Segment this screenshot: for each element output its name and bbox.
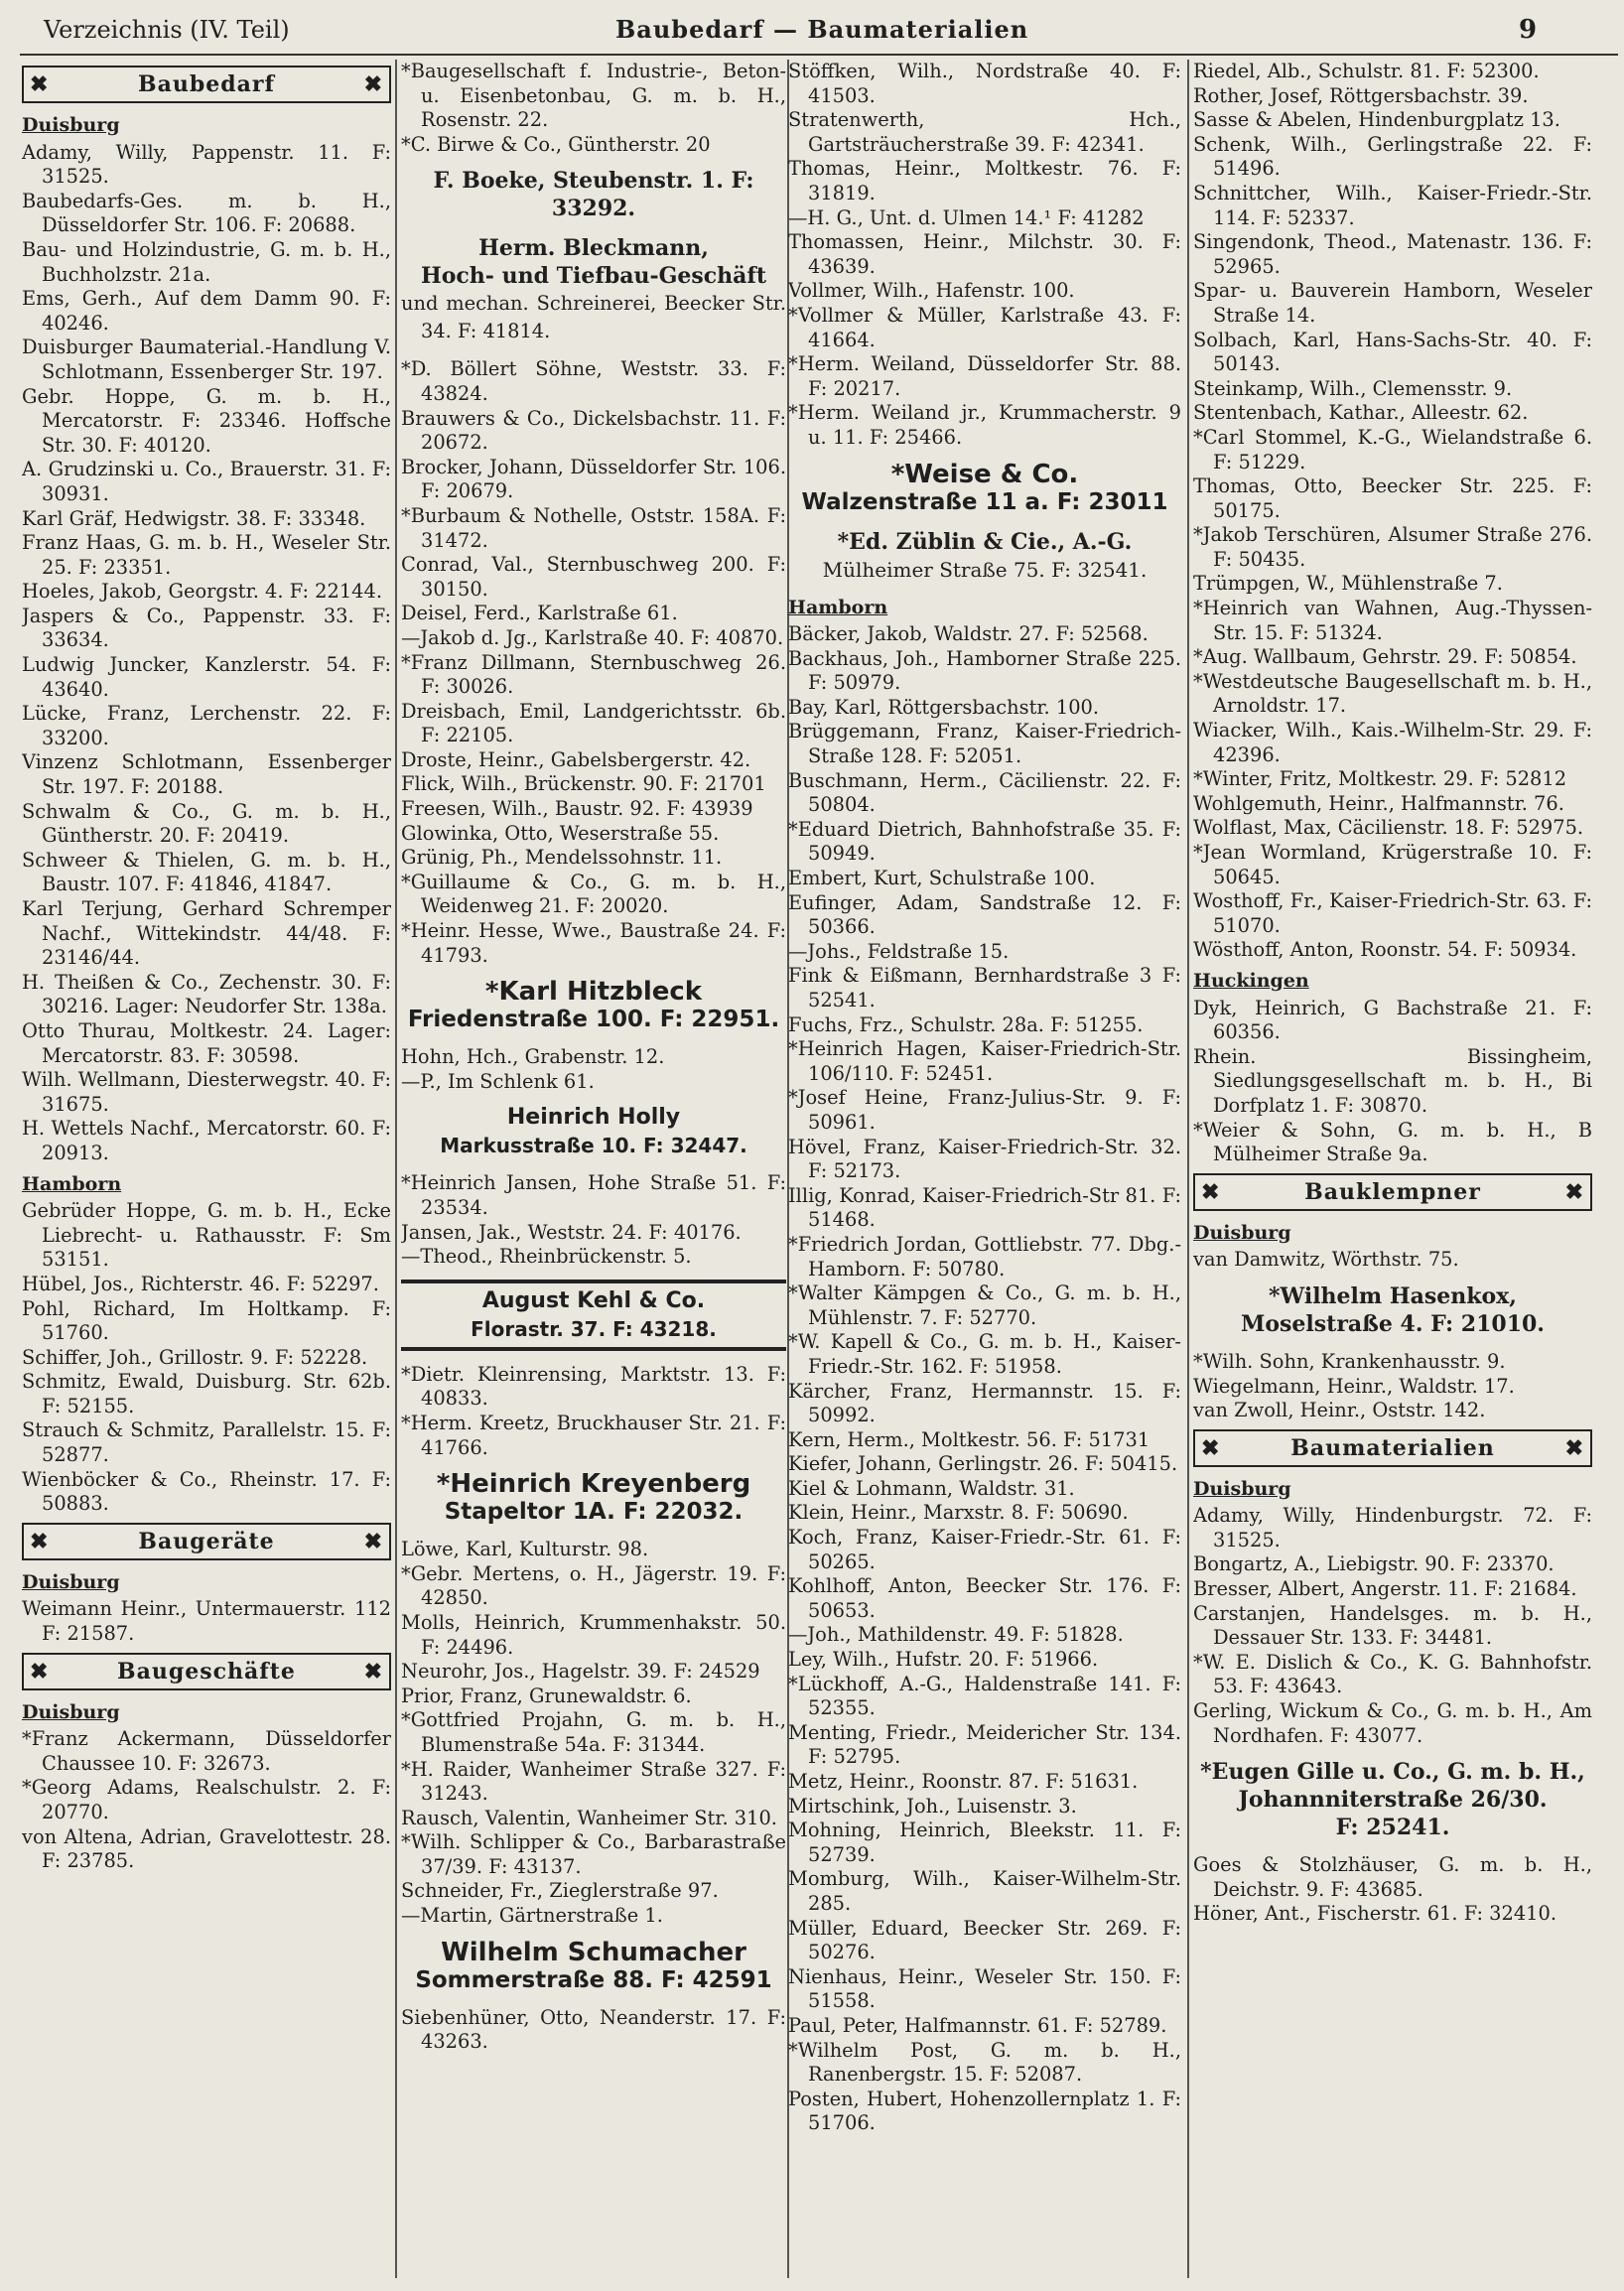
directory-entry: Illig, Konrad, Kaiser-Friedrich-Str 81. F: 51468. (788, 1183, 1181, 1232)
directory-entry: H. Wettels Nachf., Mercatorstr. 60. F: 20913. (22, 1117, 391, 1164)
directory-entry: Stöffken, Wilh., Nordstraße 40. F: 41503. (788, 60, 1181, 107)
advert-weise (788, 461, 1181, 516)
directory-entry: *Franz Ackermann, Düsseldorfer Chaussee 10. F: 32673. (22, 1727, 391, 1775)
directory-entry: Hübel, Jos., Richterstr. 46. F: 52297. (22, 1272, 379, 1295)
section-ornament-icon: ✖ (1564, 1434, 1584, 1461)
directory-entry: Koch, Franz, Kaiser-Friedr.-Str. 61. F: 50265. (788, 1526, 1181, 1573)
entry-list (401, 357, 786, 968)
directory-entry: Strauch & Schmitz, Parallelstr. 15. F: 52877. (22, 1418, 391, 1467)
directory-entry: Freesen, Wilh., Baustr. 92. F: 43939 (401, 797, 753, 821)
directory-entry: Kiefer, Johann, Gerlingstr. 26. F: 50415. (788, 1452, 1178, 1476)
directory-entry: *Guillaume & Co., G. m. b. H., Weidenweg 21. F: 20020. (401, 870, 786, 918)
directory-entry: Wolflast, Max, Cäcilienstr. 18. F: 52975. (1193, 816, 1584, 840)
directory-entry: Bresser, Albert, Angerstr. 11. F: 21684. (1193, 1577, 1577, 1601)
advert-gille (1193, 1758, 1592, 1841)
directory-entry: Kohlhoff, Anton, Beecker Str. 176. F: 50653. (788, 1574, 1181, 1622)
entry-list (401, 1363, 786, 1460)
entry-list (401, 1171, 786, 1269)
directory-entry: *Josef Heine, Franz-Julius-Str. 9. F: 50961. (788, 1086, 1181, 1134)
directory-entry: Schiffer, Joh., Grillostr. 9. F: 52228. (22, 1345, 368, 1369)
directory-entry: Hövel, Franz, Kaiser-Friedrich-Str. 32. F: 52173. (788, 1135, 1181, 1183)
entry-list (788, 622, 1181, 2136)
directory-entry: *Eduard Dietrich, Bahnhofstraße 35. F: 50949. (788, 817, 1181, 866)
directory-entry: Jaspers & Co., Pappenstr. 33. F: 33634. (22, 604, 391, 652)
advert-line: F: 25241. (1335, 1815, 1450, 1841)
city-heading: Huckingen (1193, 969, 1309, 992)
advert-line: *Ed. Züblin & Cie., A.-G. (837, 528, 1133, 555)
directory-entry: Siebenhüner, Otto, Neanderstr. 17. F: 43263. (401, 2005, 786, 2054)
advert-line: *Eugen Gille u. Co., G. m. b. H., (1200, 1759, 1585, 1786)
directory-entry: Franz Haas, G. m. b. H., Weseler Str. 25. F: 23351. (22, 531, 391, 579)
directory-entry: Stentenbach, Kathar., Alleestr. 62. (1193, 401, 1529, 425)
city-heading: Hamborn (788, 596, 888, 618)
directory-entry: Wienböcker & Co., Rheinstr. 17. F: 50883. (22, 1467, 391, 1516)
directory-entry: Löwe, Karl, Kulturstr. 98. (401, 1538, 649, 1561)
directory-entry: *Georg Adams, Realschulstr. 2. F: 20770. (22, 1776, 391, 1823)
advert-line: und mechan. Schreinerei, Beecker Str. 34. F: 41814. (401, 292, 786, 343)
advert-line: Johannniterstraße 26/30. (1238, 1787, 1548, 1814)
directory-entry: Thomas, Otto, Beecker Str. 225. F: 50175. (1193, 474, 1592, 522)
advert-line: *Weise & Co. (890, 459, 1079, 489)
entry-list (401, 60, 786, 157)
entry-list (22, 141, 391, 1166)
city-heading: Duisburg (22, 1570, 120, 1593)
directory-entry: *Lückhoff, A.-G., Haldenstraße 141. F: 52355. (788, 1672, 1181, 1720)
directory-entry: —Theod., Rheinbrückenstr. 5. (401, 1245, 692, 1269)
directory-entry: Backhaus, Joh., Hamborner Straße 225. F: 50979. (788, 646, 1181, 695)
section-ornament-icon: ✖ (1564, 1178, 1584, 1205)
advert-holly (401, 1104, 786, 1159)
directory-entry: Pohl, Richard, Im Holtkamp. F: 51760. (22, 1296, 391, 1345)
directory-entry: A. Grudzinski u. Co., Brauerstr. 31. F: 30931. (22, 458, 391, 505)
directory-entry: Mirtschink, Joh., Luisenstr. 3. (788, 1794, 1077, 1818)
header-rule (20, 54, 1618, 56)
directory-entry: Carstanjen, Handelsges. m. b. H., Dessauer Str. 133. F: 34481. (1193, 1601, 1592, 1650)
directory-entry: Rausch, Valentin, Wanheimer Str. 310. (401, 1806, 777, 1829)
section-heading: ✖ Baugeschäfte ✖ (22, 1653, 391, 1690)
directory-entry: Gebr. Hoppe, G. m. b. H., Mercatorstr. F: 23346. Hoffsche Str. 30. F: 40120. (22, 384, 391, 457)
section-heading: ✖ Baubedarf ✖ (22, 66, 391, 103)
directory-entry: Deisel, Ferd., Karlstraße 61. (401, 602, 678, 625)
directory-entry: *Aug. Wallbaum, Gehrstr. 29. F: 50854. (1193, 645, 1577, 669)
directory-entry: *W. Kapell & Co., G. m. b. H., Kaiser-Friedr.-Str. 162. F: 51958. (788, 1330, 1181, 1378)
directory-entry: Eufinger, Adam, Sandstraße 12. F: 50366. (788, 890, 1181, 939)
directory-entry: Bongartz, A., Liebigstr. 90. F: 23370. (1193, 1552, 1555, 1576)
directory-entry: Glowinka, Otto, Weserstraße 55. (401, 821, 720, 845)
section-ornament-icon: ✖ (30, 1658, 50, 1685)
directory-entry: *Gottfried Projahn, G. m. b. H., Blumenstraße 54a. F: 31344. (401, 1708, 786, 1756)
directory-entry: Höner, Ant., Fischerstr. 61. F: 32410. (1193, 1902, 1557, 1926)
section-ornament-icon: ✖ (1201, 1178, 1221, 1205)
directory-entry: Wilh. Wellmann, Diesterwegstr. 40. F: 31675. (22, 1068, 391, 1116)
advert-line: Mülheimer Straße 75. F: 32541. (822, 557, 1148, 582)
directory-entry: *Walter Kämpgen & Co., G. m. b. H., Mühlenstr. 7. F: 52770. (788, 1281, 1181, 1329)
advert-boeke (401, 167, 786, 222)
advert-line: Herm. Bleckmann, (478, 235, 709, 262)
advert-kreyenberg (401, 1470, 786, 1526)
directory-entry: Schmitz, Ewald, Duisburg. Str. 62b. F: 52155. (22, 1370, 391, 1417)
advert-schumacher (401, 1939, 786, 1994)
city-heading: Duisburg (1193, 1221, 1291, 1244)
directory-entry: Lücke, Franz, Lerchenstr. 22. F: 33200. (22, 702, 391, 749)
directory-entry: Ludwig Juncker, Kanzlerstr. 54. F: 43640. (22, 653, 391, 701)
directory-entry: Adamy, Willy, Pappenstr. 11. F: 31525. (22, 140, 391, 189)
advert-line: Heinrich Holly (506, 1105, 681, 1131)
advert-line: Friedenstraße 100. F: 22951. (407, 1007, 780, 1033)
directory-entry: *Weier & Sohn, G. m. b. H., B Mülheimer Straße 9a. (1193, 1118, 1592, 1166)
advert-hasenkox (1193, 1282, 1592, 1338)
entry-list (1193, 1350, 1592, 1423)
running-header-left: Verzeichnis (IV. Teil) (44, 16, 290, 44)
directory-entry: Karl Gräf, Hedwigstr. 38. F: 33348. (22, 506, 366, 530)
directory-entry: Wiegelmann, Heinr., Waldstr. 17. (1193, 1374, 1515, 1398)
directory-entry: —H. G., Unt. d. Ulmen 14.¹ F: 41282 (788, 205, 1145, 229)
directory-entry: Metz, Heinr., Roonstr. 87. F: 51631. (788, 1770, 1139, 1793)
directory-entry: Dreisbach, Emil, Landgerichtsstr. 6b. F: 22105. (401, 699, 786, 747)
city-heading: Duisburg (22, 114, 120, 136)
directory-entry: Embert, Kurt, Schulstraße 100. (788, 867, 1096, 890)
column-4 (1193, 60, 1592, 2278)
directory-entry: Bay, Karl, Röttgersbachstr. 100. (788, 695, 1100, 719)
directory-entry: —Joh., Mathildenstr. 49. F: 51828. (788, 1623, 1124, 1647)
directory-entry: *Jakob Terschüren, Alsumer Straße 276. F: 50435. (1193, 523, 1592, 571)
entry-list (401, 2006, 786, 2055)
advert-line: *Wilhelm Hasenkox, (1269, 1282, 1517, 1309)
directory-entry: Kärcher, Franz, Hermannstr. 15. F: 50992. (788, 1379, 1181, 1427)
directory-entry: Mohning, Heinrich, Bleekstr. 11. F: 52739. (788, 1819, 1181, 1866)
directory-entry: *Herm. Weiland jr., Krummacherstr. 9 u. 11. F: 25466. (788, 401, 1181, 449)
directory-entry: Sasse & Abelen, Hindenburgplatz 13. (1193, 108, 1560, 132)
directory-entry: Duisburger Baumaterial.-Handlung V. Schlotmann, Essenberger Str. 197. (22, 336, 391, 383)
entry-list (1193, 1504, 1592, 1748)
entry-list (1193, 60, 1592, 963)
column-divider (395, 60, 397, 2278)
directory-entry: Brüggemann, Franz, Kaiser-Friedrich-Straße 128. F: 52051. (788, 720, 1181, 768)
directory-entry: Schweer & Thielen, G. m. b. H., Baustr. 107. F: 41846, 41847. (22, 848, 391, 896)
directory-entry: Weimann Heinr., Untermauerstr. 112 F: 21587. (22, 1597, 391, 1646)
entry-list (1193, 997, 1592, 1167)
directory-entry: Momburg, Wilh., Kaiser-Wilhelm-Str. 285. (788, 1867, 1181, 1915)
directory-entry: Bau- und Holzindustrie, G. m. b. H., Buchholzstr. 21a. (22, 237, 391, 286)
column-3 (788, 60, 1181, 2278)
advert-line: *Heinrich Kreyenberg (436, 1469, 751, 1500)
directory-entry: von Altena, Adrian, Gravelottestr. 28. F: 23785. (22, 1824, 391, 1873)
directory-entry: *Gebr. Mertens, o. H., Jägerstr. 19. F: 42850. (401, 1561, 786, 1610)
directory-entry: Gebrüder Hoppe, G. m. b. H., Ecke Liebrecht- u. Rathausstr. F: Sm 53151. (22, 1199, 391, 1272)
directory-entry: *W. E. Dislich & Co., K. G. Bahnhofstr. 53. F: 43643. (1193, 1650, 1592, 1698)
advert-kehl (401, 1280, 786, 1351)
directory-entry: Fuchs, Frz., Schulstr. 28a. F: 51255. (788, 1012, 1144, 1036)
directory-entry: *Heinrich Jansen, Hohe Straße 51. F: 23534. (401, 1171, 786, 1219)
directory-entry: —Jakob d. Jg., Karlstraße 40. F: 40870. (401, 625, 784, 649)
directory-entry: Grünig, Ph., Mendelssohnstr. 11. (401, 846, 723, 870)
directory-entry: Schnittcher, Wilh., Kaiser-Friedr.-Str. 114. F: 52337. (1193, 181, 1592, 229)
advert-bleckmann (401, 234, 786, 345)
advert-line: Hoch- und Tiefbau-Geschäft (420, 263, 767, 290)
directory-entry: *Carl Stommel, K.-G., Wielandstraße 6. F: 51229. (1193, 425, 1592, 473)
directory-entry: Gerling, Wickum & Co., G. m. b. H., Am Nordhafen. F: 43077. (1193, 1699, 1592, 1747)
directory-entry: Goes & Stolzhäuser, G. m. b. H., Deichstr. 9. F: 43685. (1193, 1853, 1592, 1901)
directory-entry: Wiacker, Wilh., Kais.-Wilhelm-Str. 29. F: 42396. (1193, 719, 1592, 766)
advert-line: *Karl Hitzbleck (484, 977, 703, 1008)
directory-entry: *Wilh. Schlipper & Co., Barbarastraße 37/39. F: 43137. (401, 1830, 786, 1878)
directory-entry: Menting, Friedr., Meidericher Str. 134. F: 52795. (788, 1720, 1181, 1769)
directory-entry: Ley, Wilh., Hufstr. 20. F: 51966. (788, 1648, 1099, 1672)
section-ornament-icon: ✖ (30, 1528, 50, 1554)
directory-entry: Müller, Eduard, Beecker Str. 269. F: 50276. (788, 1916, 1181, 1964)
advert-line: August Kehl & Co. (481, 1287, 706, 1313)
directory-entry: *Friedrich Jordan, Gottliebstr. 77. Dbg.-Hamborn. F: 50780. (788, 1232, 1181, 1280)
section-ornament-icon: ✖ (1201, 1434, 1221, 1461)
directory-entry: *Heinr. Hesse, Wwe., Baustraße 24. F: 41793. (401, 919, 786, 967)
entry-list (22, 1727, 391, 1874)
directory-entry: Wohlgemuth, Heinr., Halfmannstr. 76. (1193, 791, 1564, 815)
directory-entry: Schwalm & Co., G. m. b. H., Güntherstr. 20. F: 20419. (22, 799, 391, 848)
directory-entry: Kiel & Lohmann, Waldstr. 31. (788, 1476, 1075, 1500)
advert-line: Stapeltor 1A. F: 22032. (444, 1499, 744, 1526)
city-heading: Duisburg (22, 1700, 120, 1723)
directory-entry: Spar- u. Bauverein Hamborn, Weseler Straße 14. (1193, 279, 1592, 327)
directory-entry: H. Theißen & Co., Zechenstr. 30. F: 30216. Lager: Neudorfer Str. 138a. (22, 970, 391, 1018)
advert-line: Sommerstraße 88. F: 42591 (415, 1966, 772, 1993)
entry-list (401, 1045, 786, 1094)
directory-entry: *Heinrich Hagen, Kaiser-Friedrich-Str. 106/110. F: 52451. (788, 1037, 1181, 1085)
directory-entry: *Baugesellschaft f. Industrie-, Beton- u. Eisenbetonbau, G. m. b. H., Rosenstr. 22. (401, 60, 786, 132)
directory-entry: Solbach, Karl, Hans-Sachs-Str. 40. F: 50143. (1193, 328, 1592, 376)
directory-entry: Brocker, Johann, Düsseldorfer Str. 106. F: 20679. (401, 455, 786, 503)
directory-entry: *Dietr. Kleinrensing, Marktstr. 13. F: 40833. (401, 1362, 786, 1411)
section-ornament-icon: ✖ (30, 71, 50, 97)
directory-entry: *Franz Dillmann, Sternbuschweg 26. F: 30026. (401, 650, 786, 699)
city-heading: Hamborn (22, 1172, 122, 1195)
directory-entry: Adamy, Willy, Hindenburgstr. 72. F: 31525. (1193, 1504, 1592, 1551)
entry-list (401, 1538, 786, 1929)
section-heading: ✖ Baugeräte ✖ (22, 1523, 391, 1560)
directory-entry: Karl Terjung, Gerhard Schremper Nachf., Wittekindstr. 44/48. F: 23146/44. (22, 897, 391, 970)
directory-entry: *H. Raider, Wanheimer Straße 327. F: 31243. (401, 1757, 786, 1806)
section-ornament-icon: ✖ (363, 1528, 383, 1554)
advert-line: Florastr. 37. F: 43218. (471, 1316, 717, 1341)
advert-line: Markusstraße 10. F: 32447. (440, 1134, 747, 1158)
advert-line: F. Boeke, Steubenstr. 1. F: 33292. (433, 168, 754, 222)
entry-list (22, 1199, 391, 1517)
section-heading: ✖ Baumaterialien ✖ (1193, 1429, 1592, 1467)
directory-entry: Prior, Franz, Grunewaldstr. 6. (401, 1684, 692, 1707)
directory-entry: Hohn, Hch., Grabenstr. 12. (401, 1045, 665, 1069)
directory-entry: *Herm. Kreetz, Bruckhauser Str. 21. F: 41766. (401, 1411, 786, 1459)
section-ornament-icon: ✖ (363, 1658, 383, 1685)
directory-entry: Baubedarfs-Ges. m. b. H., Düsseldorfer Str. 106. F: 20688. (22, 189, 391, 237)
directory-entry: Thomas, Heinr., Moltkestr. 76. F: 31819. (788, 157, 1181, 204)
directory-entry: *Wilh. Sohn, Krankenhausstr. 9. (1193, 1349, 1506, 1373)
directory-entry: Wösthoff, Anton, Roonstr. 54. F: 50934. (1193, 938, 1577, 962)
directory-entry: *Herm. Weiland, Düsseldorfer Str. 88. F: 20217. (788, 352, 1181, 400)
entry-list (788, 60, 1181, 451)
directory-entry: *Winter, Fritz, Moltkestr. 29. F: 52812 (1193, 767, 1567, 791)
directory-entry: van Zwoll, Heinr., Oststr. 142. (1193, 1399, 1486, 1422)
directory-entry: Brauwers & Co., Dickelsbachstr. 11. F: 20672. (401, 406, 786, 455)
directory-entry: *D. Böllert Söhne, Weststr. 33. F: 43824. (401, 357, 786, 405)
directory-entry: Jansen, Jak., Weststr. 24. F: 40176. (401, 1220, 742, 1244)
entry-list (22, 1597, 391, 1646)
directory-entry: Neurohr, Jos., Hagelstr. 39. F: 24529 (401, 1660, 760, 1684)
directory-entry: *Vollmer & Müller, Karlstraße 43. F: 41664. (788, 303, 1181, 351)
directory-entry: Fink & Eißmann, Bernhardstraße 3 F: 52541. (788, 964, 1181, 1011)
directory-entry: Posten, Hubert, Hohenzollernplatz 1. F: 51706. (788, 2087, 1181, 2135)
directory-entry: Molls, Heinrich, Krummenhakstr. 50. F: 24496. (401, 1610, 786, 1659)
running-header-title: Baubedarf — Baumaterialien (615, 15, 1029, 44)
directory-entry: van Damwitz, Wörthstr. 75. (1193, 1248, 1459, 1272)
directory-entry: *C. Birwe & Co., Güntherstr. 20 (401, 132, 711, 156)
column-divider (1187, 60, 1189, 2278)
directory-entry: *Westdeutsche Baugesellschaft m. b. H., Arnoldstr. 17. (1193, 669, 1592, 718)
directory-entry: Schneider, Fr., Zieglerstraße 97. (401, 1879, 719, 1903)
directory-entry: Wosthoff, Fr., Kaiser-Friedrich-Str. 63. F: 51070. (1193, 889, 1592, 937)
directory-entry: *Burbaum & Nothelle, Oststr. 158A. F: 31472. (401, 503, 786, 552)
directory-entry: Buschmann, Herm., Cäcilienstr. 22. F: 50804. (788, 768, 1181, 817)
directory-entry: Dyk, Heinrich, G Bachstraße 21. F: 60356. (1193, 996, 1592, 1044)
directory-entry: —Martin, Gärtnerstraße 1. (401, 1904, 663, 1928)
section-ornament-icon: ✖ (363, 71, 383, 97)
directory-entry: Rother, Josef, Röttgersbachstr. 39. (1193, 83, 1529, 107)
directory-entry: *Wilhelm Post, G. m. b. H., Ranenbergstr. 15. F: 52087. (788, 2038, 1181, 2087)
directory-entry: Thomassen, Heinr., Milchstr. 30. F: 43639. (788, 230, 1181, 278)
directory-entry: Bäcker, Jakob, Waldstr. 27. F: 52568. (788, 622, 1149, 646)
directory-entry: Conrad, Val., Sternbuschweg 200. F: 30150. (401, 553, 786, 601)
page-number: 9 (1519, 15, 1538, 45)
directory-entry: Droste, Heinr., Gabelsbergerstr. 42. (401, 747, 751, 771)
directory-entry: Klein, Heinr., Marxstr. 8. F: 50690. (788, 1501, 1129, 1525)
directory-entry: Steinkamp, Wilh., Clemensstr. 9. (1193, 376, 1513, 400)
directory-entry: Trümpgen, W., Mühlenstraße 7. (1193, 572, 1503, 596)
directory-entry: Paul, Peter, Halfmannstr. 61. F: 52789. (788, 2013, 1167, 2037)
directory-entry: —P., Im Schlenk 61. (401, 1069, 595, 1093)
directory-entry: *Jean Wormland, Krügerstraße 10. F: 50645. (1193, 841, 1592, 888)
directory-entry: Vinzenz Schlotmann, Essenberger Str. 197. F: 20188. (22, 750, 391, 799)
advert-zueblin (788, 528, 1181, 584)
directory-entry: Singendonk, Theod., Matenastr. 136. F: 52965. (1193, 230, 1592, 278)
directory-entry: Kern, Herm., Moltkestr. 56. F: 51731 (788, 1427, 1150, 1451)
directory-entry: Flick, Wilh., Brückenstr. 90. F: 21701 (401, 772, 766, 796)
advert-hitzbleck (401, 978, 786, 1033)
directory-entry: Nienhaus, Heinr., Weseler Str. 150. F: 51558. (788, 1964, 1181, 2013)
directory-entry: Riedel, Alb., Schulstr. 81. F: 52300. (1193, 60, 1540, 82)
advert-line: Wilhelm Schumacher (441, 1937, 746, 1967)
column-1 (22, 60, 391, 2278)
directory-entry: Otto Thurau, Moltkestr. 24. Lager: Mercatorstr. 83. F: 30598. (22, 1018, 391, 1067)
directory-entry: Hoeles, Jakob, Georgstr. 4. F: 22144. (22, 580, 383, 604)
entry-list (1193, 1853, 1592, 1927)
directory-entry: Schenk, Wilh., Gerlingstraße 22. F: 51496. (1193, 132, 1592, 181)
advert-line: Moselstraße 4. F: 21010. (1241, 1310, 1545, 1337)
advert-line: Walzenstraße 11 a. F: 23011 (801, 488, 1168, 515)
directory-entry: —Johs., Feldstraße 15. (788, 939, 1010, 963)
column-2 (401, 60, 786, 2278)
directory-entry: Rhein. Bissingheim, Siedlungsgesellschaft m. b. H., Bi Dorfplatz 1. F: 30870. (1193, 1044, 1592, 1117)
directory-entry: Vollmer, Wilh., Hafenstr. 100. (788, 279, 1075, 303)
entry-list (1193, 1248, 1592, 1273)
section-heading: ✖ Bauklempner ✖ (1193, 1173, 1592, 1211)
directory-entry: Stratenwerth, Hch., Gartsträucherstraße 39. F: 42341. (788, 108, 1181, 156)
directory-entry: Ems, Gerh., Auf dem Damm 90. F: 40246. (22, 287, 391, 335)
directory-entry: *Heinrich van Wahnen, Aug.-Thyssen-Str. 15. F: 51324. (1193, 597, 1592, 644)
city-heading: Duisburg (1193, 1477, 1291, 1500)
